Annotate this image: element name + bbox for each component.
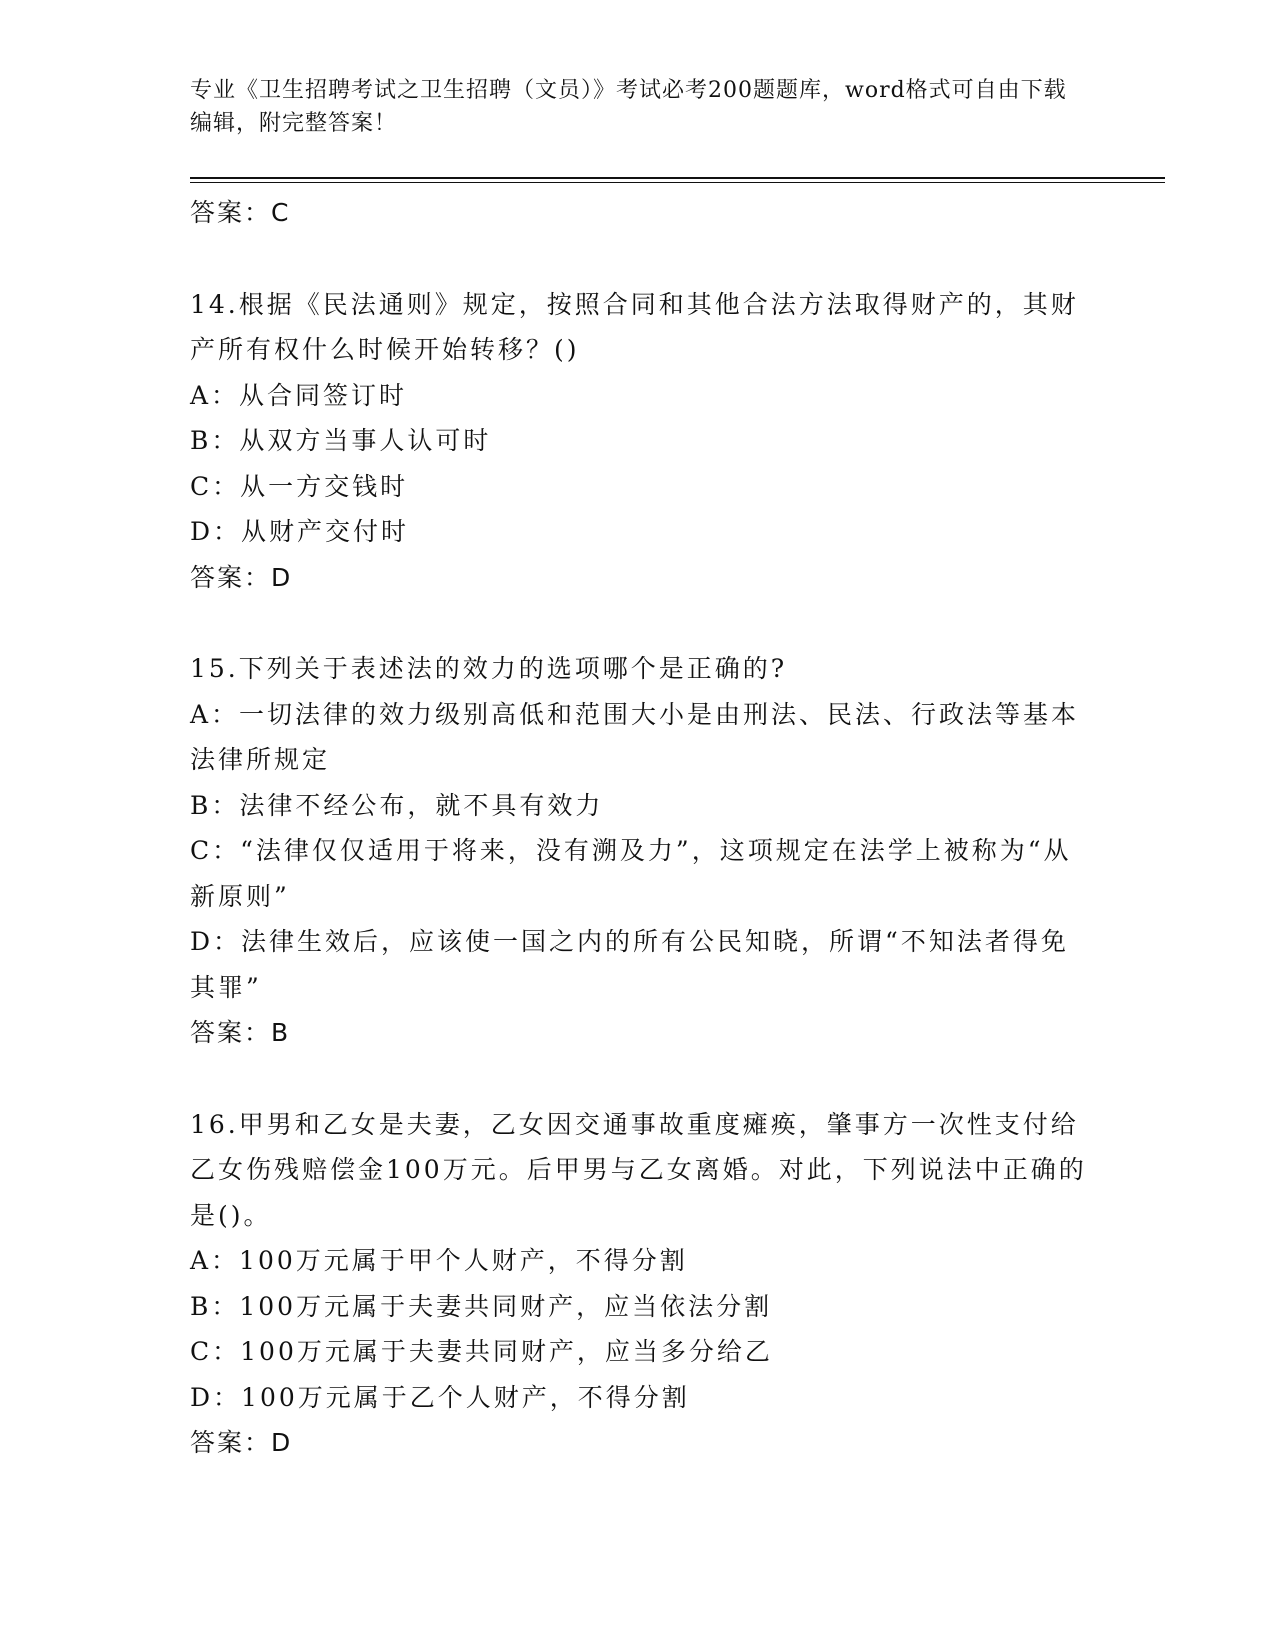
option-d: D：法律生效后，应该使一国之内的所有公民知晓，所谓“不知法者得免其罪” <box>190 927 1069 1002</box>
spacer <box>190 600 1090 646</box>
option-d: D：从财产交付时 <box>190 517 410 546</box>
question-block <box>190 282 1090 601</box>
option-b: B：从双方当事人认可时 <box>190 426 492 455</box>
question-stem: 15.下列关于表述法的效力的选项哪个是正确的? <box>190 654 788 683</box>
question-block <box>190 1102 1090 1466</box>
option-c: C：从一方交钱时 <box>190 471 409 501</box>
answer-line: 答案：C <box>190 198 291 227</box>
option-d: D：100万元属于乙个人财产，不得分割 <box>190 1382 690 1412</box>
spacer <box>190 236 1090 282</box>
spacer <box>190 1056 1090 1102</box>
option-a: A：从合同签订时 <box>190 380 408 410</box>
question-stem: 14.根据《民法通则》规定，按照合同和其他合法方法取得财产的，其财产所有权什么时候开始转移？() <box>190 289 1079 364</box>
option-c: C：100万元属于夫妻共同财产，应当多分给乙 <box>190 1337 773 1366</box>
document-header: 专业《卫生招聘考试之卫生招聘（文员）》考试必考200题题库，word格式可自由下载编辑，附完整答案！ <box>190 78 1067 136</box>
header-rule-thick <box>190 177 1165 179</box>
option-a: A：一切法律的效力级别高低和范围大小是由刑法、民法、行政法等基本法律所规定 <box>190 699 1080 774</box>
question-stem: 16.甲男和乙女是夫妻，乙女因交通事故重度瘫痪，肇事方一次性支付给乙女伤残赔偿金100万元。后甲男与乙女离婚。对此，下列说法中正确的是()。 <box>190 1109 1087 1230</box>
answer-line: 答案：D <box>190 562 293 592</box>
option-a: A：100万元属于甲个人财产，不得分割 <box>190 1246 688 1275</box>
option-b: B：100万元属于夫妻共同财产，应当依法分割 <box>190 1291 773 1321</box>
option-b: B：法律不经公布，就不具有效力 <box>190 790 604 820</box>
answer-line: 答案：D <box>190 1428 293 1457</box>
header-rule-thin <box>190 182 1165 183</box>
answer-line: 答案：B <box>190 1018 291 1047</box>
question-list <box>190 190 1090 1466</box>
question-block <box>190 646 1090 1056</box>
option-c: C：“法律仅仅适用于将来，没有溯及力”，这项规定在法学上被称为“从新原则” <box>190 836 1072 911</box>
